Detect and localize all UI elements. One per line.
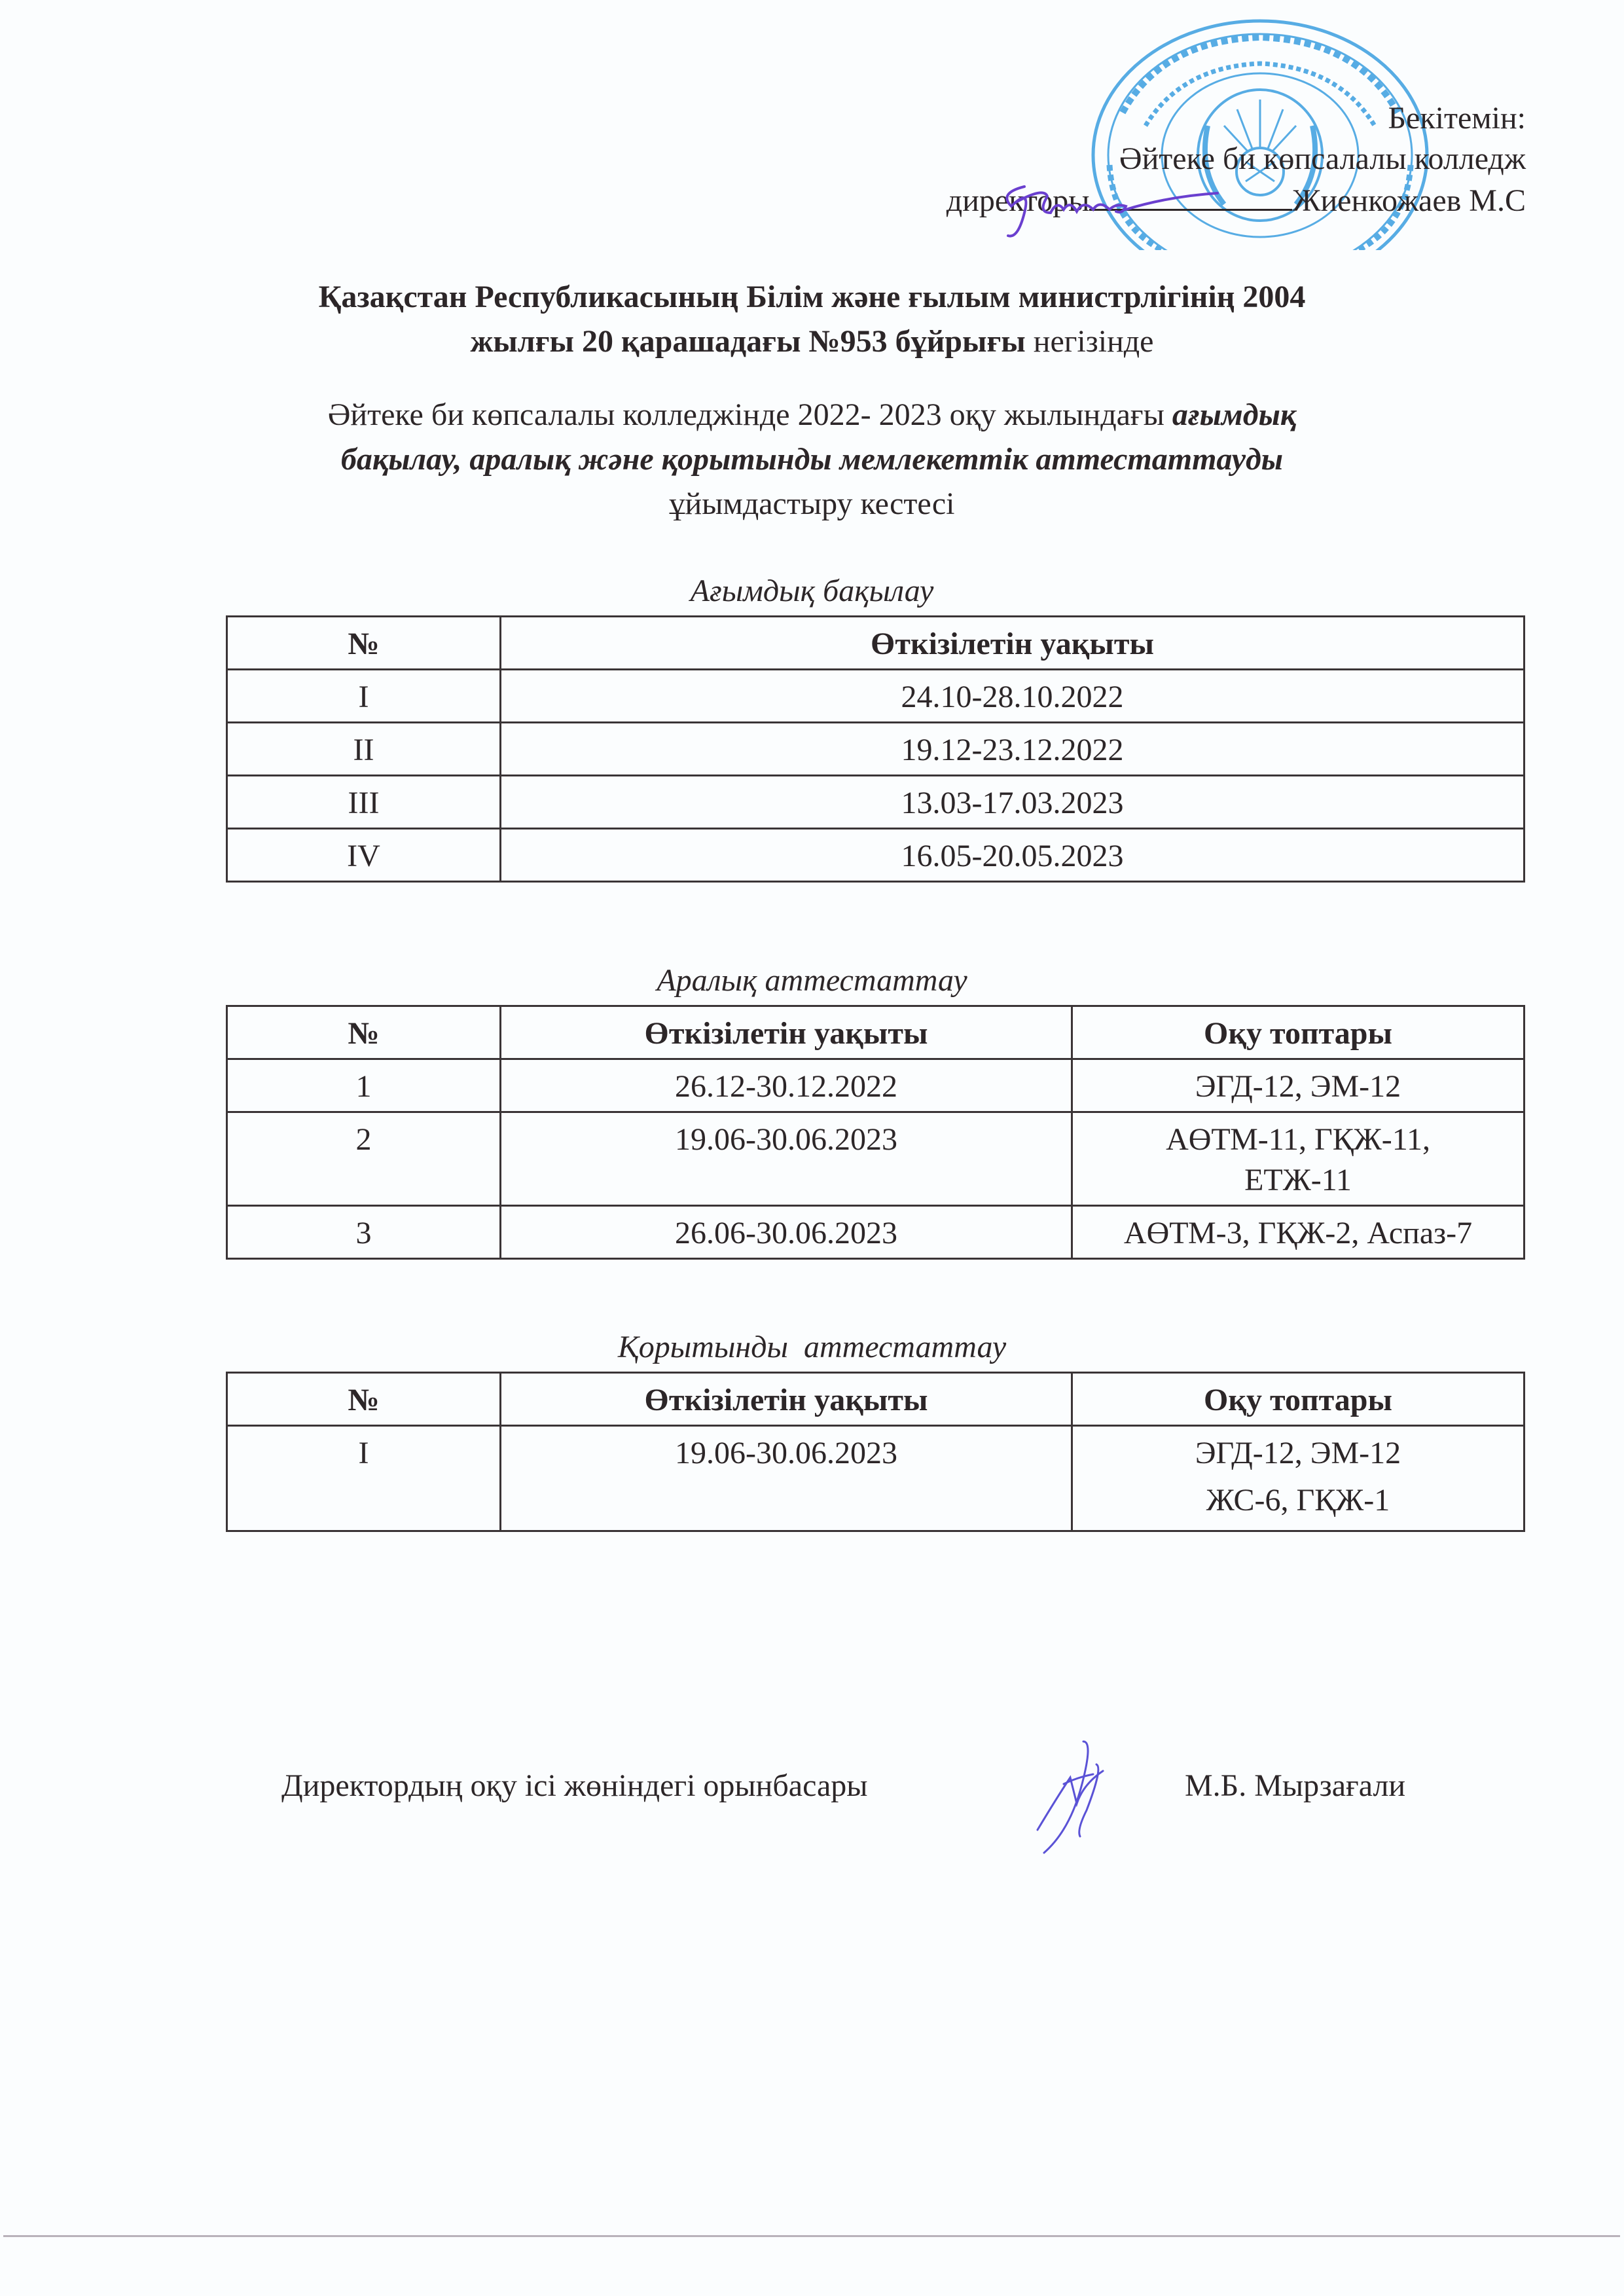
- cell-date: 26.12-30.12.2022: [501, 1059, 1072, 1112]
- header-date: Өткізілетін уақыты: [501, 1373, 1072, 1426]
- approval-institution: Әйтеке би көпсалалы колледж: [1119, 141, 1526, 176]
- table-header-row: [227, 1373, 1525, 1426]
- scan-edge-line: [3, 2235, 1620, 2237]
- director-title: директоры: [946, 183, 1090, 218]
- cell-number: I: [227, 1426, 501, 1531]
- table-row: [227, 723, 1525, 776]
- intro-line-1-italic: ағымдық: [1172, 397, 1297, 432]
- table-header-row: [227, 1006, 1525, 1059]
- director-signature: [985, 173, 1221, 246]
- cell-date: 16.05-20.05.2023: [501, 829, 1525, 882]
- groups-line-1: ЭГД-12, ЭМ-12: [1195, 1436, 1401, 1470]
- deputy-position: Директордың оқу ісі жөніндегі орынбасары: [281, 1768, 868, 1803]
- cell-date: 19.06-30.06.2023: [501, 1426, 1072, 1531]
- deputy-name: М.Б. Мырзағали: [1185, 1768, 1406, 1803]
- intro-line-3: ұйымдастыру кестесі: [669, 486, 955, 521]
- cell-number: 2: [227, 1112, 501, 1206]
- document-intro: [0, 393, 1624, 526]
- cell-number: 3: [227, 1206, 501, 1259]
- header-groups: Оқу топтары: [1072, 1006, 1525, 1059]
- cell-date: 26.06-30.06.2023: [501, 1206, 1072, 1259]
- cell-groups: [1072, 1426, 1525, 1531]
- intro-line-1: Әйтеке би көпсалалы колледжінде 2022- 2023 оқу жылындағы: [327, 397, 1172, 432]
- table-header-row: [227, 617, 1525, 670]
- title-line-2-normal: негізінде: [1025, 324, 1154, 359]
- groups-line-2: ЖС-6, ГҚЖ-1: [1206, 1483, 1390, 1518]
- title-line-1: Қазақстан Республикасының Білім және ғылым министрлігінің 2004: [318, 280, 1306, 314]
- table-row: [227, 1206, 1525, 1259]
- deputy-signature: [1031, 1738, 1110, 1856]
- interim-attestation-caption: Аралық аттестаттау: [657, 963, 967, 998]
- header-date: Өткізілетін уақыты: [501, 1006, 1072, 1059]
- cell-number: 1: [227, 1059, 501, 1112]
- current-control-caption: Ағымдық бақылау: [690, 574, 934, 608]
- cell-number: II: [227, 723, 501, 776]
- table-row: [227, 1059, 1525, 1112]
- cell-date: 19.06-30.06.2023: [501, 1112, 1072, 1206]
- header-number: №: [227, 617, 501, 670]
- interim-attestation-table: [226, 1005, 1525, 1260]
- cell-date: 24.10-28.10.2022: [501, 670, 1525, 723]
- header-number: №: [227, 1373, 501, 1426]
- final-attestation-caption: [0, 1329, 1624, 1365]
- cell-groups: АӨТМ-11, ГҚЖ-11, ЕТЖ-11: [1072, 1112, 1525, 1206]
- table-row: [227, 1112, 1525, 1206]
- cell-number: III: [227, 776, 501, 829]
- final-attestation-table: [226, 1372, 1525, 1532]
- final-attestation-caption-text: Қорытынды аттестаттау: [617, 1330, 1007, 1364]
- director-name: Жиенкожаев М.С: [1292, 183, 1526, 218]
- intro-line-2-italic: бақылау, аралық және қорытынды мемлекеттік аттестаттауды: [340, 442, 1284, 477]
- cell-number: IV: [227, 829, 501, 882]
- title-line-2-bold: жылғы 20 қарашадағы №953 бұйрығы: [470, 324, 1026, 359]
- cell-groups: ЭГД-12, ЭМ-12: [1072, 1059, 1525, 1112]
- current-control-table: [226, 615, 1525, 883]
- table-row: [227, 776, 1525, 829]
- table-row: [227, 670, 1525, 723]
- cell-date: 19.12-23.12.2022: [501, 723, 1525, 776]
- table-row: [227, 1426, 1525, 1531]
- header-groups: Оқу топтары: [1072, 1373, 1525, 1426]
- header-number: №: [227, 1006, 501, 1059]
- header-date: Өткізілетін уақыты: [501, 617, 1525, 670]
- approval-label: Бекітемін:: [1388, 101, 1526, 136]
- cell-number: I: [227, 670, 501, 723]
- cell-groups: АӨТМ-3, ГҚЖ-2, Аспаз-7: [1072, 1206, 1525, 1259]
- document-title: [0, 275, 1624, 364]
- table-row: [227, 829, 1525, 882]
- cell-date: 13.03-17.03.2023: [501, 776, 1525, 829]
